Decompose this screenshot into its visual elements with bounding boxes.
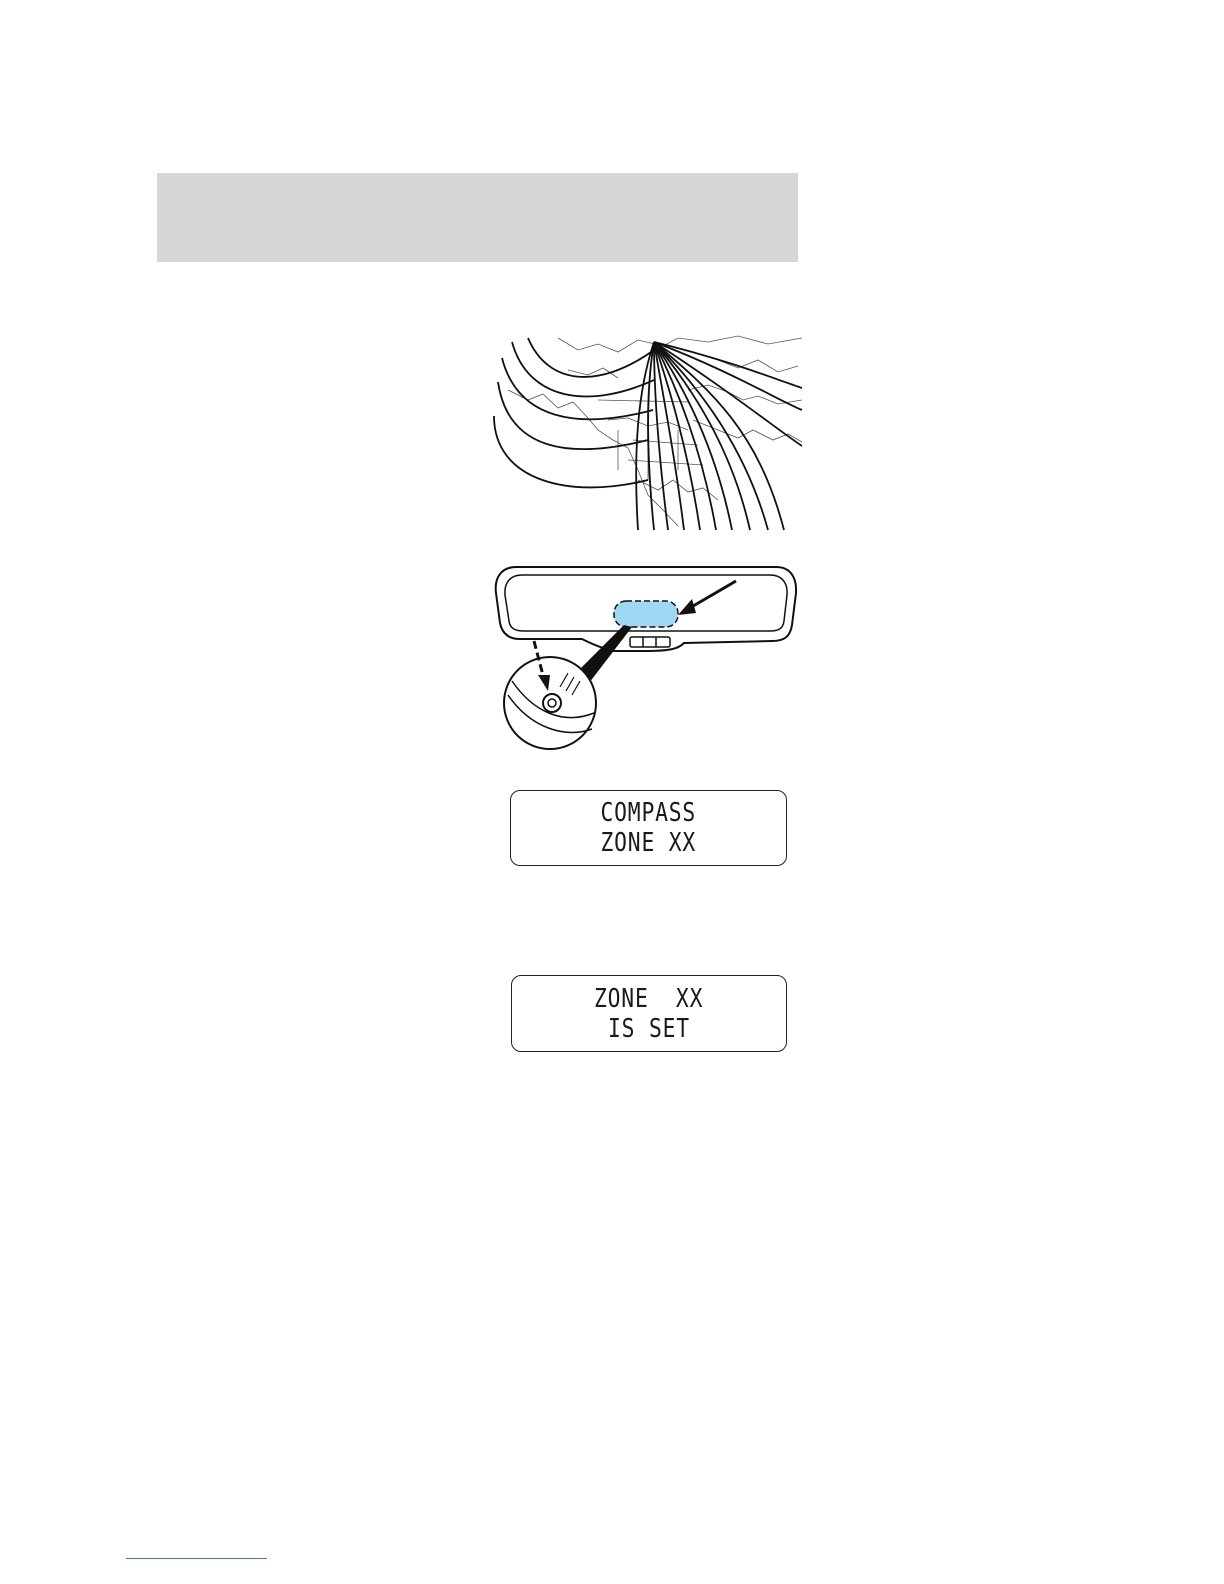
compass-zone-display-line-1: COMPASS <box>600 798 697 828</box>
compass-zone-display <box>510 790 787 866</box>
section-header-band <box>157 173 798 262</box>
compass-zone-map-icon <box>488 330 802 534</box>
mirror-display-highlight <box>614 601 678 627</box>
footer-link-underline <box>126 1558 267 1559</box>
rearview-mirror-icon <box>494 563 799 751</box>
zone-set-display-line-1: ZONE XX <box>594 983 704 1014</box>
zone-set-display <box>511 975 787 1052</box>
zone-set-display-line-2: IS SET <box>608 1013 690 1044</box>
compass-zone-display-line-2: ZONE XX <box>600 828 697 858</box>
